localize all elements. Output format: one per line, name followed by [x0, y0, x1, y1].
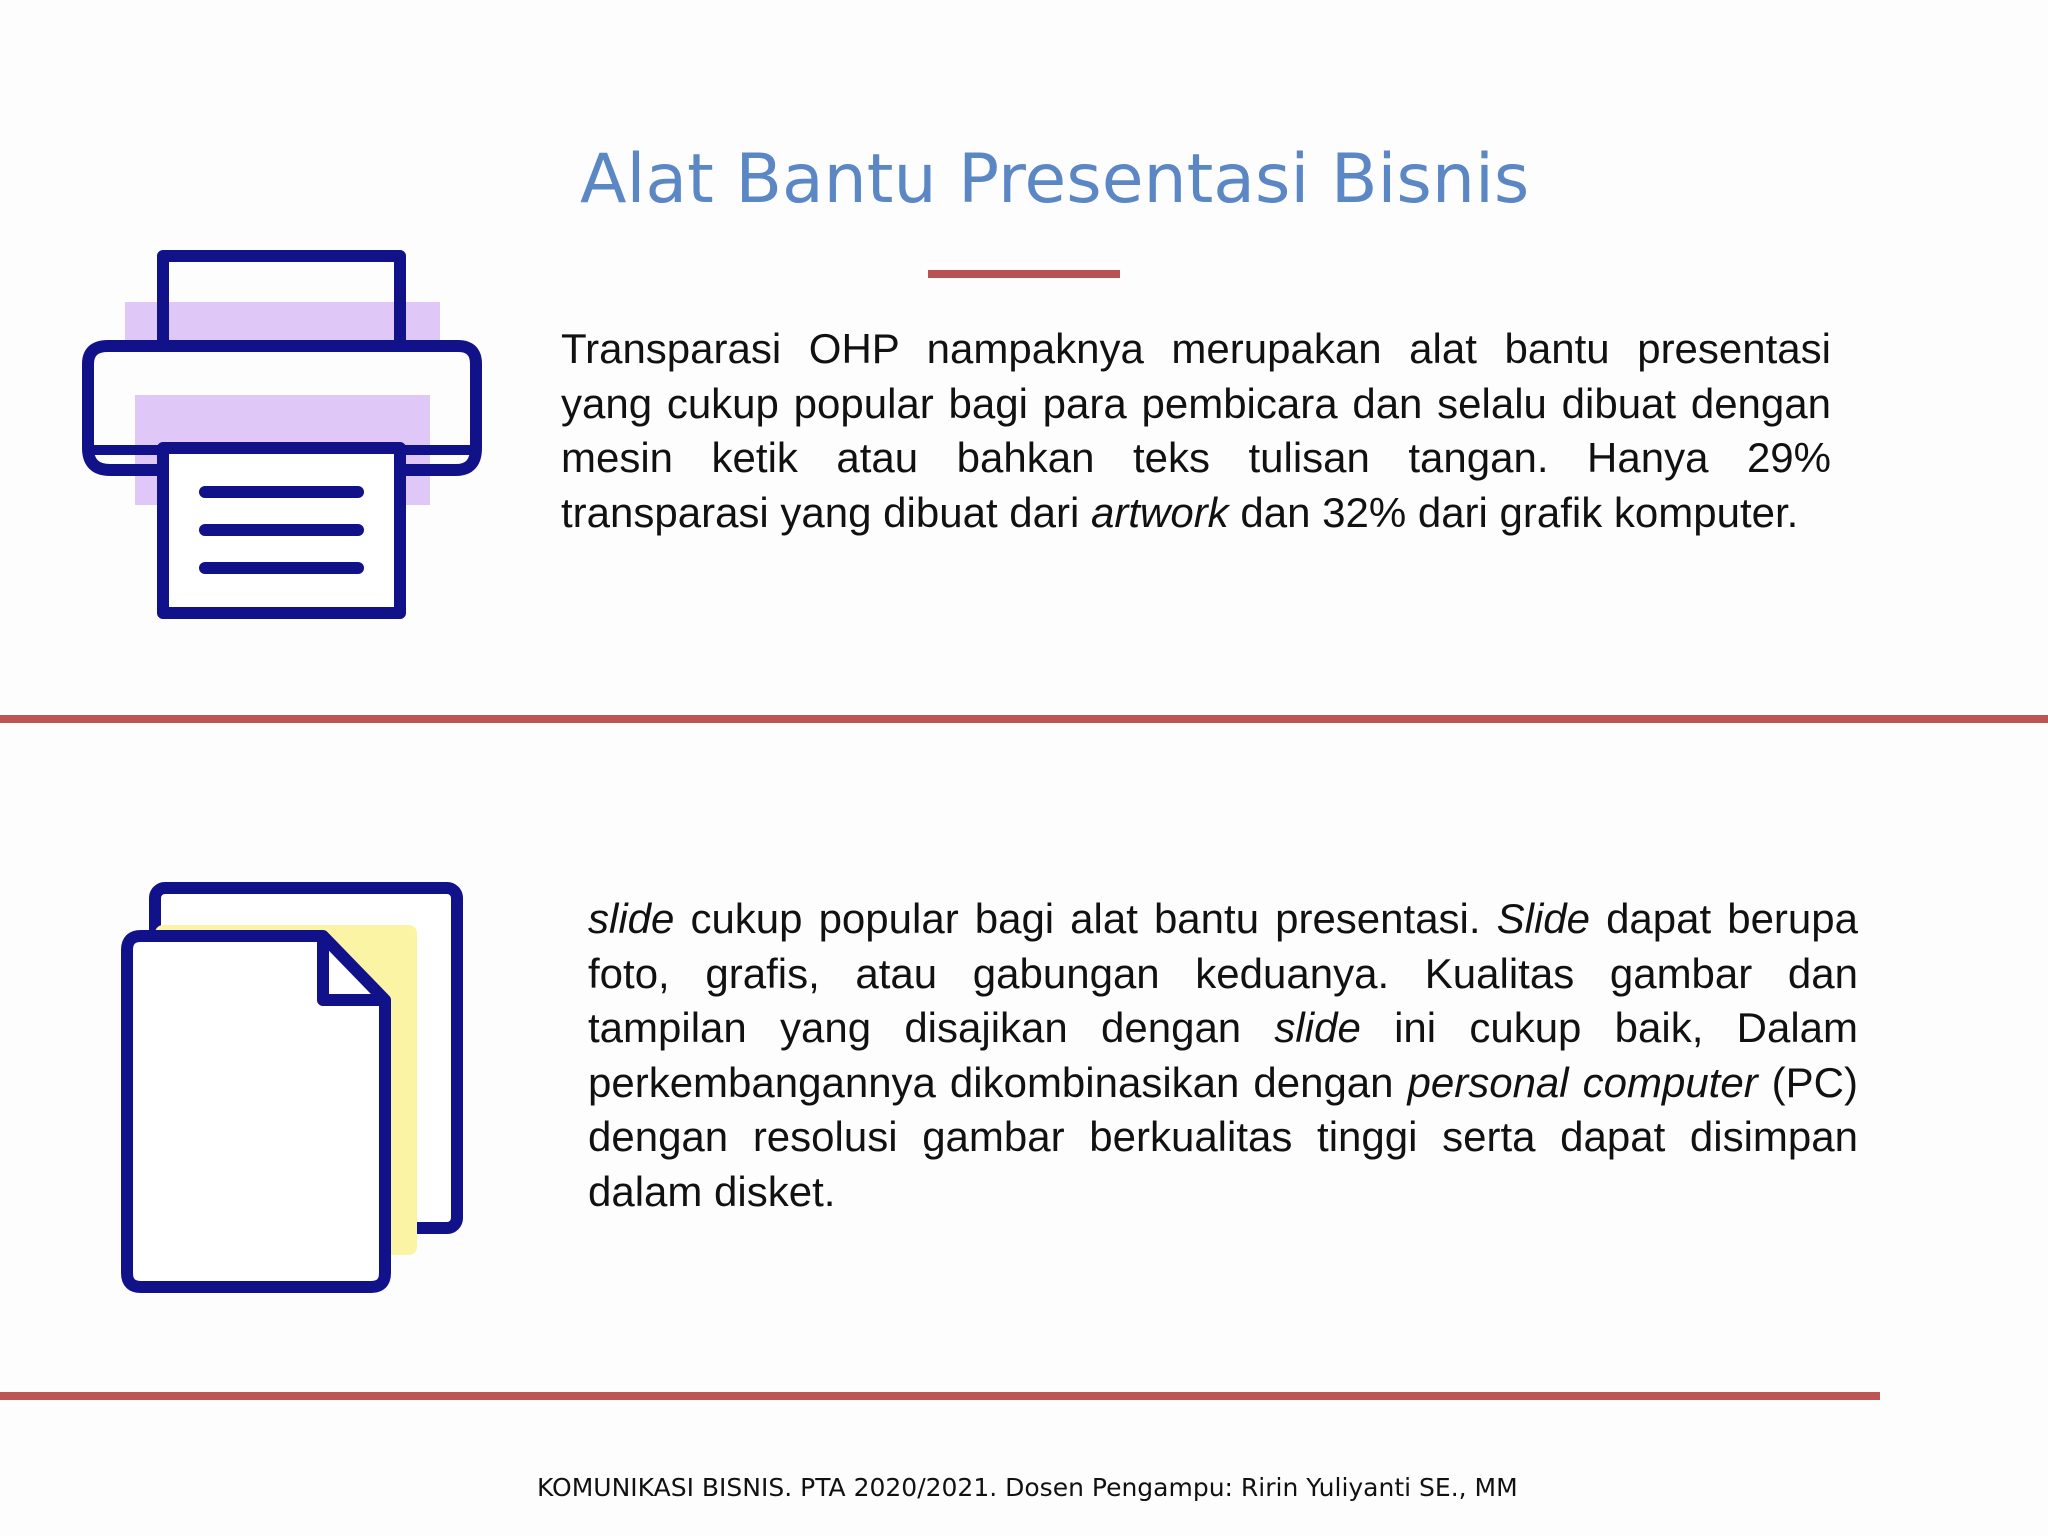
slide-paragraph — [588, 892, 1858, 1219]
printer-icon — [80, 250, 485, 620]
slide-text-part-2: dapat berupa foto, grafis, atau gabungan keduanya. Kualitas gambar dan tampilan yang disajikan dengan — [588, 895, 1858, 1051]
ohp-text-part-2: dan 32% dari grafik komputer. — [1228, 488, 1799, 536]
slide-text-part-1: cukup popular bagi alat bantu presentasi. — [674, 895, 1497, 942]
slide-footer: KOMUNIKASI BISNIS. PTA 2020/2021. Dosen Pengampu: Ririn Yuliyanti SE., MM — [537, 1473, 1518, 1502]
title-underline — [928, 270, 1120, 278]
slide-text-part-4: (PC) dengan resolusi gambar berkualitas tinggi serta dapat disimpan dalam disket. — [588, 1058, 1858, 1215]
section-divider-bottom — [0, 1392, 1880, 1400]
slide-text-italic-2: Slide — [1496, 895, 1591, 942]
ohp-text-italic: artwork — [1090, 488, 1229, 536]
ohp-paragraph — [561, 322, 1831, 540]
slide-text-part-3: ini cukup baik, Dalam perkembangannya dikombinasikan dengan — [588, 1004, 1858, 1106]
slide-text-italic-3: slide — [1274, 1004, 1361, 1051]
section-divider-top — [0, 715, 2048, 723]
slide-text-italic-4: personal computer — [1407, 1058, 1758, 1106]
documents-icon — [115, 880, 465, 1295]
ohp-text-part-1: Transparasi OHP nampaknya merupakan alat bantu presentasi yang cukup popular bagi para pembicara dan selalu dibuat dengan mesin ketik atau bahkan teks tulisan tangan. Hanya 29% transparasi yang dibuat dari — [561, 325, 1831, 536]
slide-text-italic-1: slide — [588, 895, 675, 942]
slide-title: Alat Bantu Presentasi Bisnis — [580, 140, 1530, 219]
